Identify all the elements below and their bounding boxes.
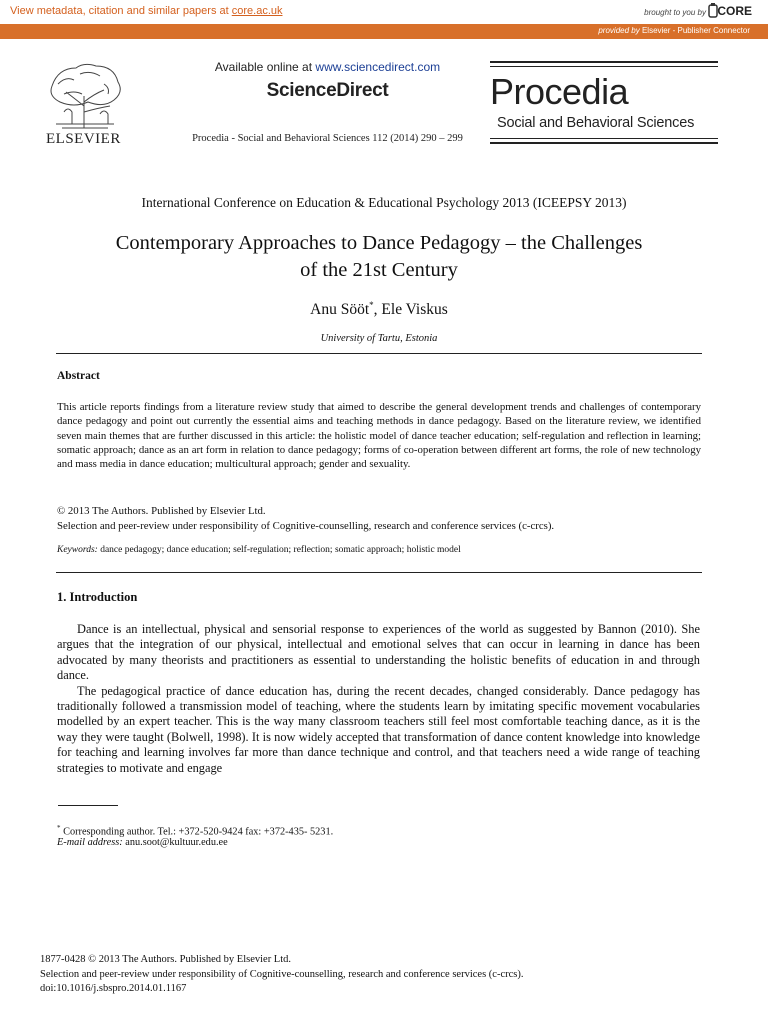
keywords-list: dance pedagogy; dance education; self-regulation; reflection; somatic approach; holistic model bbox=[97, 545, 461, 555]
procedia-rule-bottom bbox=[490, 142, 718, 144]
paper-title bbox=[40, 230, 718, 284]
procedia-rule-bottom-thin bbox=[490, 138, 718, 139]
section-heading-introduction: 1. Introduction bbox=[57, 590, 138, 604]
keywords bbox=[57, 545, 707, 555]
footnote-rule bbox=[58, 805, 118, 806]
authors bbox=[40, 300, 718, 319]
sciencedirect-url[interactable]: www.sciencedirect.com bbox=[315, 60, 441, 74]
footnote-mark: * bbox=[57, 824, 61, 832]
procedia-logo: Procedia bbox=[490, 71, 629, 112]
core-provider-bar bbox=[0, 24, 768, 39]
journal-reference: Procedia - Social and Behavioral Sciences 112 (2014) 290 – 299 bbox=[192, 133, 463, 144]
divider-bottom bbox=[56, 572, 702, 573]
core-banner bbox=[0, 0, 768, 25]
procedia-rule-top bbox=[490, 61, 718, 63]
conference-name: International Conference on Education & Educational Psychology 2013 (ICEEPSY 2013) bbox=[141, 195, 627, 210]
procedia-rule-top-thin bbox=[490, 66, 718, 67]
intro-paragraph-1: Dance is an intellectual, physical and sensorial response to experiences of the world as suggested by Bannon (2010). She argues that the integration of our physical, intellectual and emotional selves that can occur in learning in dance has been advocated by many theorists and practitioners as essential to understanding the holistic benefits of education in and through dance. bbox=[57, 622, 700, 683]
core-brought-text: brought to you by bbox=[644, 8, 706, 17]
footnote-corresponding bbox=[57, 824, 333, 837]
introduction-body bbox=[57, 622, 700, 776]
author-2: , Ele Viskus bbox=[373, 301, 448, 319]
core-metadata-text: View metadata, citation and similar papers at bbox=[10, 5, 232, 17]
peer-review-line: Selection and peer-review under responsibility of Cognitive-counselling, research and conference services (c-crcs). bbox=[57, 520, 555, 532]
divider-top bbox=[56, 353, 702, 354]
core-logo[interactable]: CORE bbox=[717, 4, 752, 18]
email-label: E-mail address: bbox=[57, 837, 123, 848]
intro-paragraph-2: The pedagogical practice of dance education has, during the recent decades, changed considerably. Dance pedagogy has traditionally followed a transmission model of teaching, where the students learn by imitating specific movement vocabularies modelled by an expert teacher. This is the way many classroom teachers still feel most comfortable teaching dance, as it is the way they were taught (Bolwell, 1998). It is now widely accepted that transformation of dance content knowledge into knowledge for teaching and learning involves far more than dance technique and control, and that teachers need a wide range of teaching strategies to motivate and engage bbox=[57, 683, 700, 775]
paper-title-line-2: of the 21st Century bbox=[300, 259, 458, 281]
elsevier-tree-logo bbox=[44, 62, 126, 130]
core-provider-name: Elsevier - Publisher Connector bbox=[641, 26, 750, 35]
keywords-label: Keywords: bbox=[57, 545, 98, 555]
corresponding-mark: * bbox=[369, 300, 374, 310]
author-1: Anu Sööt bbox=[310, 301, 370, 319]
core-domain-link[interactable]: core.ac.uk bbox=[231, 5, 283, 17]
available-online bbox=[150, 60, 505, 74]
footer-copyright: 1877-0428 © 2013 The Authors. Published by Elsevier Ltd. bbox=[40, 954, 292, 965]
available-prefix: Available online at bbox=[214, 60, 316, 74]
footer-peer-review: Selection and peer-review under responsibility of Cognitive-counselling, research and conference services (c-crcs). bbox=[40, 969, 524, 980]
abstract-heading: Abstract bbox=[57, 370, 100, 382]
core-metadata-link[interactable] bbox=[10, 5, 283, 17]
footnote-email bbox=[57, 837, 228, 848]
footnote-corresponding-text: Corresponding author. Tel.: +372-520-9424 fax: +372-435- 5231. bbox=[60, 826, 334, 838]
copyright-line: © 2013 The Authors. Published by Elsevier Ltd. bbox=[57, 505, 266, 517]
affiliation: University of Tartu, Estonia bbox=[320, 333, 438, 344]
core-provider-text bbox=[598, 26, 750, 35]
email-address[interactable]: anu.soot@kultuur.edu.ee bbox=[122, 837, 228, 848]
publisher-name: ELSEVIER bbox=[46, 131, 121, 147]
footer-doi[interactable]: doi:10.1016/j.sbspro.2014.01.1167 bbox=[40, 983, 187, 994]
sciencedirect-logo: ScienceDirect bbox=[266, 80, 389, 101]
procedia-subtitle: Social and Behavioral Sciences bbox=[497, 115, 695, 131]
paper-title-line-1: Contemporary Approaches to Dance Pedagogy – the Challenges bbox=[115, 232, 643, 254]
core-provided-prefix: provided by bbox=[598, 26, 640, 35]
abstract-text: This article reports findings from a literature review study that aimed to describe the general development trends and challenges of contemporary dance pedagogy and point out currently the essential aims and teaching methods in dance pedagogy. Based on the literature review, we identified seven main themes that are further discussed in this article: the holistic model of dance teacher education; self-regulation and reflection in learning; somatic approach; dance as an art form in relation to dance pedagogy; forms of co-operation between different art forms, the role of new technology and mass media in dance education; multicultural approach; gender and sexuality. bbox=[57, 401, 701, 471]
